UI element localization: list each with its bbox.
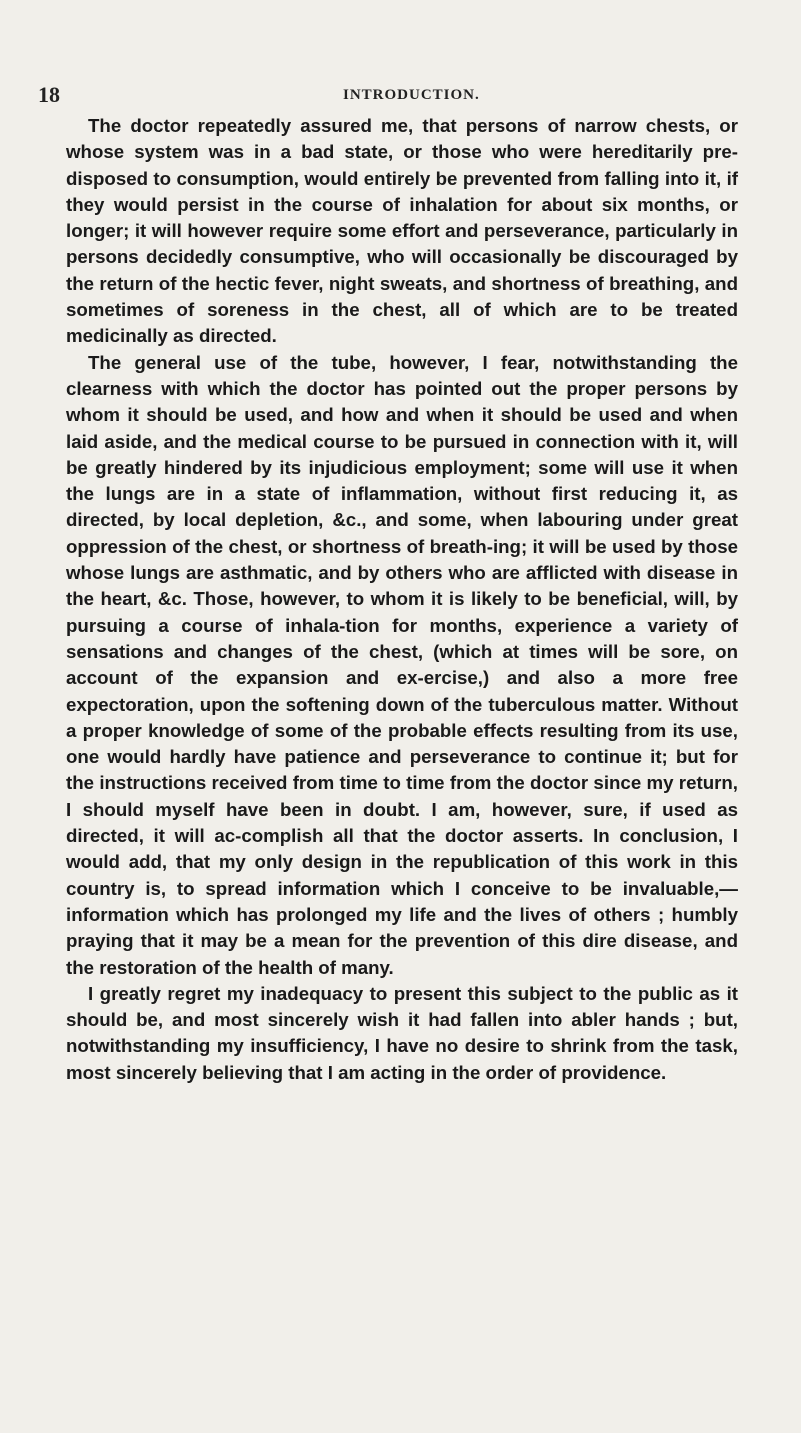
running-head: INTRODUCTION. [343, 87, 480, 103]
paragraph: The doctor repeatedly assured me, that persons of narrow chests, or whose system was in a bad state, or those who were hereditarily pre-disposed to consumption, would entirely be prevented from falling into it, if they would persist in the course of inhalation for about six months, or longer; it will however require some effort and perseverance, particularly in persons decidedly consumptive, who will occasionally be discouraged by the return of the hectic fever, night sweats, and shortness of breathing, and sometimes of soreness in the chest, all of which are to be treated medicinally as directed. [66, 115, 738, 347]
page-number: 18 [38, 82, 60, 107]
paragraph: The general use of the tube, however, I fear, notwithstanding the clearness with which the doctor has pointed out the proper persons by whom it should be used, and how and when it should be used and when laid aside, and the medical course to be pursued in connection with it, will be greatly hindered by its injudicious employment; some will use it when the lungs are in a state of inflammation, without first reducing it, as directed, by local depletion, &c., and some, when labouring under great oppression of the chest, or shortness of breath-ing; it will be used by those whose lungs are asthmatic, and by others who are afflicted with disease in the heart, &c. Those, however, to whom it is likely to be beneficial, will, by pursuing a course of inhala-tion for months, experience a variety of sensations and changes of the chest, (which at times will be sore, on account of the expansion and ex-ercise,) and also a more free expectoration, upon the softening down of the tuberculous matter. Without a proper knowledge of some of the probable effects resulting from its use, one would hardly have patience and perseverance to continue it; but for the instructions received from time to time from the doctor since my return, I should myself have been in doubt. I am, however, sure, if used as directed, it will ac-complish all that the doctor asserts. In conclusion, I would add, that my only design in the republication of this work in this country is, to spread information which I conceive to be invaluable,—information which has prolonged my life and the lives of others ; humbly praying that it may be a mean for the prevention of this dire disease, and the restoration of the health of many. [66, 351, 738, 978]
paragraph: I greatly regret my inadequacy to present this subject to the public as it should be, and most sincerely wish it had fallen into abler hands ; but, notwithstanding my insufficiency, I have no desire to shrink from the task, most sincerely believing that I am acting in the order of providence. [66, 982, 738, 1083]
body-text [66, 113, 738, 1086]
